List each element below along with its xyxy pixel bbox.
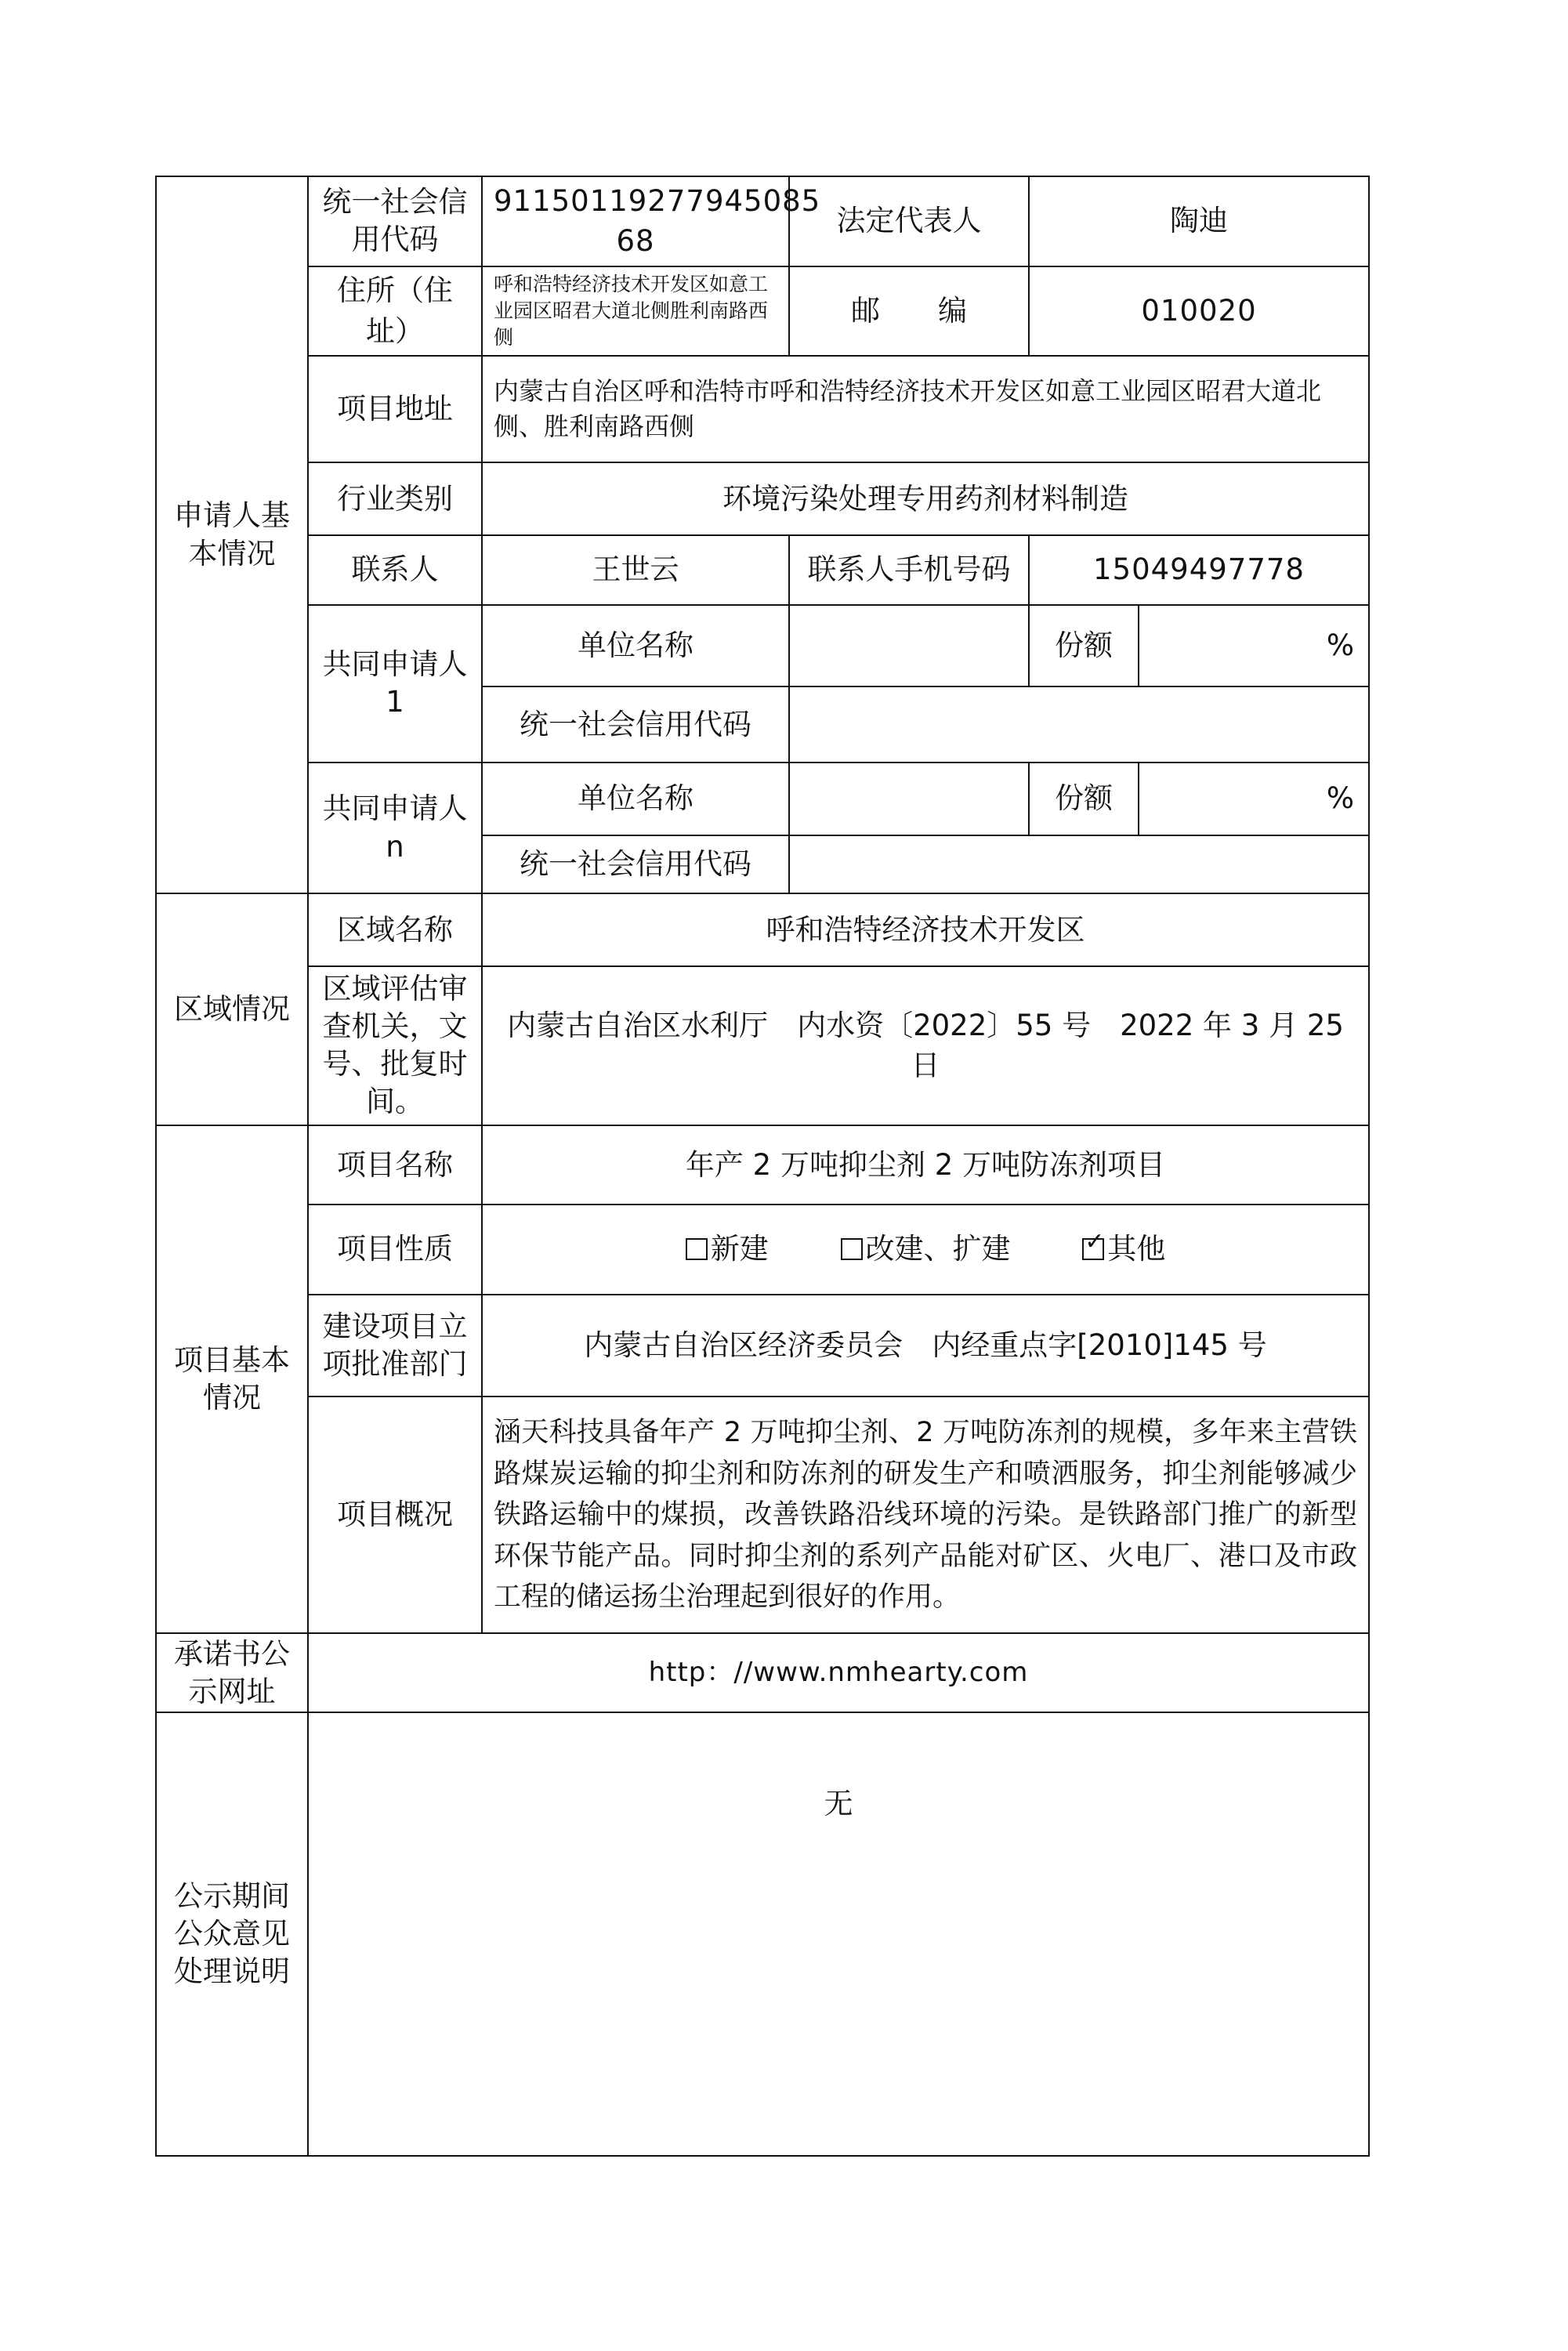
option-new-label: 新建 <box>710 1232 769 1266</box>
section-applicant: 申请人基本情况 <box>156 176 308 893</box>
region-name-label: 区域名称 <box>308 893 482 966</box>
address-value: 呼和浩特经济技术开发区如意工业园区昭君大道北侧胜利南路西侧 <box>482 266 789 356</box>
option-new[interactable] <box>686 1232 769 1266</box>
project-name-value: 年产 2 万吨抑尘剂 2 万吨防冻剂项目 <box>482 1125 1369 1204</box>
project-nature-label: 项目性质 <box>308 1204 482 1295</box>
con-credit-code-value[interactable] <box>789 835 1369 894</box>
co-applicant-n-label: 共同申请人n <box>308 763 482 893</box>
region-review-value: 内蒙古自治区水利厅 内水资〔2022〕55 号 2022 年 3 月 25 日 <box>482 966 1369 1125</box>
co1-share-value[interactable]: % <box>1139 605 1369 687</box>
project-name-label: 项目名称 <box>308 1125 482 1204</box>
option-other-label: 其他 <box>1107 1232 1166 1266</box>
co-applicant-1-label: 共同申请人1 <box>308 605 482 763</box>
postcode-value: 010020 <box>1029 266 1369 356</box>
industry-label: 行业类别 <box>308 462 482 535</box>
region-review-label: 区域评估审查机关，文号、批复时间。 <box>308 966 482 1125</box>
contact-value: 王世云 <box>482 535 789 605</box>
contact-phone-value: 15049497778 <box>1029 535 1369 605</box>
project-address-value: 内蒙古自治区呼和浩特市呼和浩特经济技术开发区如意工业园区昭君大道北侧、胜利南路西侧 <box>482 356 1369 463</box>
checkbox-other-checked[interactable] <box>1082 1238 1104 1260</box>
project-approval-label: 建设项目立项批准部门 <box>308 1295 482 1397</box>
option-rebuild-label: 改建、扩建 <box>865 1232 1011 1266</box>
co1-credit-code-value[interactable] <box>789 686 1369 763</box>
co1-credit-code-label: 统一社会信用代码 <box>482 686 789 763</box>
co1-unit-name-label: 单位名称 <box>482 605 789 687</box>
project-address-label: 项目地址 <box>308 356 482 463</box>
legal-rep-value: 陶迪 <box>1029 176 1369 266</box>
project-nature-options <box>482 1204 1369 1295</box>
checkbox-rebuild[interactable] <box>841 1238 863 1260</box>
industry-value: 环境污染处理专用药剂材料制造 <box>482 462 1369 535</box>
postcode-label: 邮 编 <box>789 266 1029 356</box>
address-label: 住所（住址） <box>308 266 482 356</box>
project-approval-value: 内蒙古自治区经济委员会 内经重点字[2010]145 号 <box>482 1295 1369 1397</box>
legal-rep-label: 法定代表人 <box>789 176 1029 266</box>
section-region: 区域情况 <box>156 893 308 1125</box>
con-unit-name-value[interactable] <box>789 763 1029 835</box>
con-unit-name-label: 单位名称 <box>482 763 789 835</box>
credit-code-value: 91150119277945085​68 <box>482 176 789 266</box>
project-overview-value: 涵天科技具备年产 2 万吨抑尘剂、2 万吨防冻剂的规模，多年来主营铁路煤炭运输的抑尘剂和防冻剂的研发生产和喷洒服务，抑尘剂能够减少铁路运输中的煤损，改善铁路沿线环境的污染。是铁路部门推广的新型环保节能产品。同时抑尘剂的系列产品能对矿区、火电厂、港口及市政工程的储运扬尘治理起到很好的作用。 <box>482 1396 1369 1633</box>
public-opinion-value: 无 <box>308 1712 1369 2156</box>
section-public-opinion: 公示期间公众意见处理说明 <box>156 1712 308 2156</box>
contact-phone-label: 联系人手机号码 <box>789 535 1029 605</box>
checkbox-new[interactable] <box>686 1238 708 1260</box>
con-share-label: 份额 <box>1029 763 1139 835</box>
credit-code-label: 统一社会信用代码 <box>308 176 482 266</box>
project-overview-label: 项目概况 <box>308 1396 482 1633</box>
region-name-value: 呼和浩特经济技术开发区 <box>482 893 1369 966</box>
con-share-value[interactable]: % <box>1139 763 1369 835</box>
co1-unit-name-value[interactable] <box>789 605 1029 687</box>
section-project: 项目基本情况 <box>156 1125 308 1633</box>
option-other[interactable] <box>1082 1232 1165 1266</box>
co1-share-label: 份额 <box>1029 605 1139 687</box>
section-commitment-url: 承诺书公示网址 <box>156 1633 308 1712</box>
option-rebuild[interactable] <box>841 1232 1011 1266</box>
commitment-url-link[interactable]: http：//www.nmhearty.com <box>308 1633 1369 1712</box>
contact-label: 联系人 <box>308 535 482 605</box>
con-credit-code-label: 统一社会信用代码 <box>482 835 789 894</box>
approval-form-table <box>155 176 1370 2157</box>
